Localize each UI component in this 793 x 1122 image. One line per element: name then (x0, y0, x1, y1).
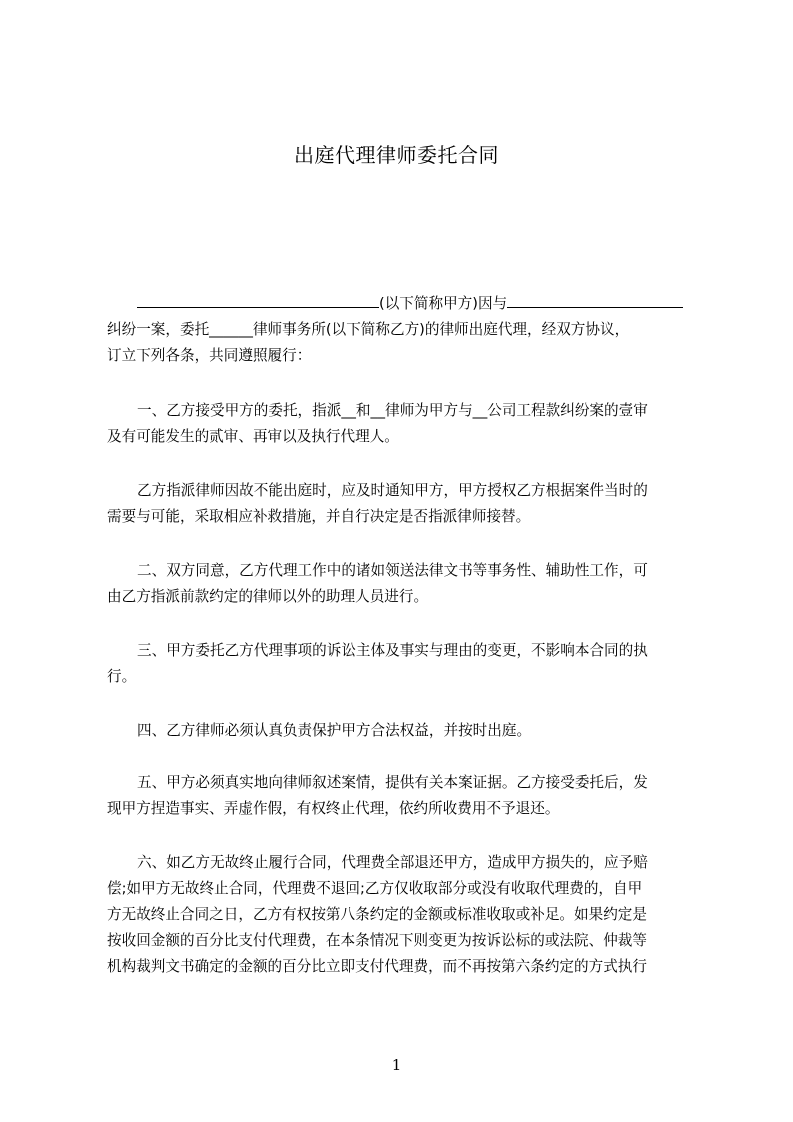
page-number: 1 (391, 1056, 402, 1074)
page-title: 出庭代理律师委托合同 (294, 143, 499, 167)
clause-6-line-5: 机构裁判文书确定的金额的百分比立即支付代理费，而不再按第六条约定的方式执行 (107, 958, 647, 975)
clause-1-line-1: 一、乙方接受甲方的委托，指派__和__律师为甲方与__公司工程款纠纷案的壹审 (137, 402, 648, 419)
clause-6-line-2: 偿;如甲方无故终止合同，代理费不退回;乙方仅收取部分或没有收取代理费的，自甲 (107, 880, 643, 897)
clause-1-supplement-line-1: 乙方指派律师因故不能出庭时，应及时通知甲方，甲方授权乙方根据案件当时的 (137, 482, 648, 499)
clause-5-line-1: 五、甲方必须真实地向律师叙述案情，提供有关本案证据。乙方接受委托后，发 (137, 774, 648, 791)
intro-line-3: 订立下列各条，共同遵照履行： (107, 347, 312, 364)
party-a-name-blank (137, 290, 379, 308)
intro-line-1-text: (以下简称甲方)因与 (379, 295, 508, 312)
clause-6-line-4: 按收回金额的百分比支付代理费，在本条情况下则变更为按诉讼标的或法院、仲裁等 (107, 932, 647, 949)
clause-3-line-1: 三、甲方委托乙方代理事项的诉讼主体及事实与理由的变更，不影响本合同的执 (137, 642, 648, 659)
intro-line-1 (137, 290, 683, 315)
clause-3-line-2: 行。 (107, 668, 137, 685)
clause-6-line-3: 方无故终止合同之日，乙方有权按第八条约定的金额或标准收取或补足。如果约定是 (107, 906, 647, 923)
clause-1-supplement-line-2: 需要与可能，采取相应补救措施，并自行决定是否指派律师接替。 (107, 508, 531, 525)
intro-line-2: 纠纷一案，委托______律师事务所(以下简称乙方)的律师出庭代理，经双方协议， (107, 321, 630, 338)
clause-1-line-2: 及有可能发生的贰审、再审以及执行代理人。 (107, 428, 399, 445)
clause-2-line-2: 由乙方指派前款约定的律师以外的助理人员进行。 (107, 588, 429, 605)
clause-6-line-1: 六、如乙方无故终止履行合同，代理费全部退还甲方，造成甲方损失的，应予赔 (137, 854, 648, 871)
clause-2-line-1: 二、双方同意，乙方代理工作中的诸如领送法律文书等事务性、辅助性工作，可 (137, 562, 648, 579)
clause-5-line-2: 现甲方捏造事实、弄虚作假，有权终止代理，依约所收费用不予退还。 (107, 800, 560, 817)
clause-4-line-1: 四、乙方律师必须认真负责保护甲方合法权益，并按时出庭。 (137, 722, 532, 739)
party-b-opponent-blank (507, 290, 683, 308)
